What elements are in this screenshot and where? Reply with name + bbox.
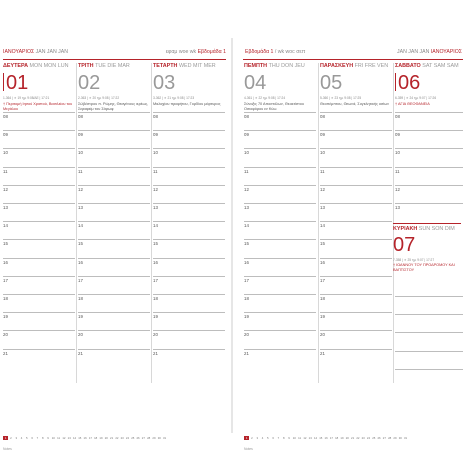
hour-label: 13 bbox=[320, 205, 325, 210]
day-column bbox=[153, 63, 226, 112]
mini-calendar-day[interactable]: 20 bbox=[345, 436, 349, 440]
mini-calendar-day[interactable]: 13 bbox=[308, 436, 312, 440]
hour-label: 14 bbox=[3, 223, 8, 229]
left-month-header bbox=[3, 49, 68, 59]
day-name-text: ΤΕΤΑΡΤΗ bbox=[153, 63, 178, 69]
day-name-alt: SUN SON DIM bbox=[418, 226, 455, 232]
sunday-meta: 7-358 | ☀ 25 ημ. 9:07 | 17:27 bbox=[393, 258, 435, 262]
date-number bbox=[78, 72, 151, 96]
hour-rule bbox=[78, 312, 150, 313]
hour-label: 16 bbox=[3, 259, 8, 265]
hour-rule bbox=[3, 130, 75, 131]
day-name bbox=[244, 63, 317, 69]
mini-calendar-day[interactable]: 18 bbox=[335, 436, 339, 440]
hour-label: 09 bbox=[78, 132, 83, 138]
mini-calendar-day[interactable]: 12 bbox=[303, 436, 307, 440]
hour-label: 11 bbox=[3, 168, 8, 174]
day-meta: 1-364 | ☀ 19 ημ. 9:08/ΔΕ | 17:21 bbox=[3, 96, 50, 100]
hour-rule bbox=[244, 203, 316, 204]
column-separator bbox=[318, 63, 319, 383]
hour-label: 09 bbox=[244, 132, 249, 138]
hour-label: 15 bbox=[3, 241, 8, 247]
mini-calendar-day[interactable]: 1 bbox=[4, 436, 7, 440]
hour-rule bbox=[78, 130, 150, 131]
mini-calendar-day[interactable]: 4 bbox=[20, 436, 23, 440]
hour-rule bbox=[244, 312, 316, 313]
day-meta: 2-363 | ☀ 20 ημ. 9:08 | 17:22 bbox=[78, 96, 120, 100]
hour-label: 20 bbox=[78, 332, 83, 338]
date-number-text: 04 bbox=[244, 72, 267, 94]
hour-label: 19 bbox=[244, 314, 249, 320]
week-alt: / wk woc σεπ bbox=[274, 49, 306, 55]
week-label: Εβδομάδα 1 bbox=[197, 49, 226, 55]
hour-label: 16 bbox=[153, 259, 158, 265]
hour-rule bbox=[153, 203, 225, 204]
mini-calendar-day[interactable]: 25 bbox=[131, 436, 135, 440]
day-name-alt: SAT SAM SAM bbox=[422, 63, 459, 69]
hour-rule bbox=[153, 239, 225, 240]
hour-label: 10 bbox=[78, 150, 83, 156]
hour-rule bbox=[153, 258, 225, 259]
hour-rule bbox=[244, 148, 316, 149]
mini-calendar-day[interactable]: 19 bbox=[340, 436, 344, 440]
sunday-date-number: 07 bbox=[393, 234, 416, 256]
sunday-rule-line bbox=[395, 369, 463, 370]
mini-calendar-day[interactable]: 17 bbox=[88, 436, 92, 440]
hour-rule bbox=[3, 185, 75, 186]
hour-label: 15 bbox=[244, 241, 249, 247]
hour-rule bbox=[3, 148, 75, 149]
header-rule bbox=[243, 59, 463, 60]
hour-rule bbox=[153, 185, 225, 186]
hour-rule bbox=[320, 349, 392, 350]
hour-rule bbox=[153, 276, 225, 277]
hour-rule bbox=[153, 330, 225, 331]
name-day-note: † Περιτομή Ιησού Χριστού, Βασιλείου του Μεγάλου bbox=[3, 102, 73, 111]
day-column bbox=[78, 63, 151, 112]
mini-calendar-day[interactable]: 11 bbox=[298, 436, 302, 440]
hour-label: 21 bbox=[3, 350, 8, 356]
mini-calendar-day[interactable]: 16 bbox=[83, 436, 87, 440]
hour-label: 21 bbox=[78, 350, 83, 356]
sunday-name-day-note: † ΙΩΑΝΝΟΥ ΤΟΥ ΠΡΟΔΡΟΜΟΥ ΚΑΙ ΒΑΠΤΙΣΤΟΥ bbox=[393, 263, 455, 272]
hour-rule bbox=[78, 349, 150, 350]
left-mini-calendar bbox=[3, 436, 167, 444]
hour-label: 18 bbox=[320, 296, 325, 301]
hour-rule bbox=[320, 130, 392, 131]
mini-calendar-day[interactable]: 30 bbox=[157, 436, 161, 440]
day-meta: 6-359 | ☀ 24 ημ. 9:07 | 17:26 bbox=[395, 96, 437, 100]
mini-calendar-day[interactable]: 13 bbox=[67, 436, 71, 440]
column-separator bbox=[76, 63, 77, 383]
hour-rule bbox=[3, 167, 75, 168]
hour-label: 17 bbox=[78, 277, 83, 283]
hour-rule bbox=[395, 203, 463, 204]
hour-rule bbox=[153, 312, 225, 313]
hour-rule bbox=[320, 312, 392, 313]
mini-calendar-day[interactable]: 2 bbox=[251, 436, 253, 440]
mini-calendar-day[interactable]: 4 bbox=[261, 436, 264, 440]
hour-label: 08 bbox=[78, 114, 83, 119]
hour-label: 18 bbox=[3, 296, 8, 301]
hour-label: 16 bbox=[320, 259, 325, 265]
right-month-header bbox=[397, 49, 462, 59]
date-accent-bar bbox=[395, 73, 396, 91]
mini-calendar-day[interactable]: 25 bbox=[372, 436, 376, 440]
hour-rule bbox=[244, 185, 316, 186]
hour-label: 20 bbox=[3, 332, 8, 338]
sunday-block bbox=[393, 223, 463, 273]
hour-label: 12 bbox=[78, 186, 83, 192]
mini-calendar-day[interactable]: 29 bbox=[393, 436, 397, 440]
hour-label: 08 bbox=[244, 114, 249, 119]
hour-label: 09 bbox=[153, 132, 158, 138]
hour-label: 09 bbox=[395, 132, 400, 138]
day-name-alt: WED MIT MER bbox=[178, 63, 216, 69]
hour-label: 09 bbox=[320, 132, 325, 138]
name-day-note: Θεοπέμπτου, Θεωνά, Συγκλητικής οσίων bbox=[320, 102, 390, 106]
hour-rule bbox=[78, 148, 150, 149]
name-day-note: Σύναξις 70 Αποστόλων, Θεοκτίστου Οσιοφόρου εν Κύω bbox=[244, 102, 304, 111]
hour-rule bbox=[3, 349, 75, 350]
hour-rule bbox=[78, 239, 150, 240]
hour-label: 10 bbox=[395, 150, 400, 156]
hour-rule bbox=[153, 294, 225, 295]
sunday-day-name bbox=[393, 226, 463, 232]
mini-calendar-day[interactable]: 5 bbox=[267, 436, 269, 440]
name-day-note: Σιλβέστρου π. Ρώμης, Θεαγένους ιερέως, Σεραφείμ του Σάρωφ bbox=[78, 102, 149, 111]
hour-label: 17 bbox=[3, 277, 8, 283]
date-number-text: 05 bbox=[320, 72, 343, 94]
hour-label: 19 bbox=[153, 314, 158, 320]
hour-rule bbox=[78, 294, 150, 295]
hour-rule bbox=[395, 148, 463, 149]
right-week-header bbox=[245, 49, 305, 59]
mini-calendar-day[interactable]: 22 bbox=[356, 436, 360, 440]
hour-label: 08 bbox=[320, 114, 325, 119]
hour-rule bbox=[244, 276, 316, 277]
mini-calendar-day[interactable]: 23 bbox=[361, 436, 365, 440]
day-name-alt: TUE DIE MAR bbox=[95, 63, 130, 69]
day-name bbox=[78, 63, 151, 69]
hour-rule bbox=[244, 221, 316, 222]
hour-rule bbox=[78, 167, 150, 168]
hour-rule bbox=[244, 130, 316, 131]
mini-calendar-day[interactable]: 29 bbox=[152, 436, 156, 440]
hour-rule bbox=[244, 167, 316, 168]
sunday-rule-line bbox=[395, 314, 463, 315]
mini-calendar-day[interactable]: 24 bbox=[366, 436, 371, 440]
hour-rule bbox=[3, 239, 75, 240]
hour-label: 20 bbox=[153, 332, 158, 338]
hour-label: 10 bbox=[320, 150, 325, 156]
right-mini-calendar bbox=[244, 436, 408, 444]
mini-calendar-day[interactable]: 28 bbox=[147, 436, 151, 440]
mini-calendar-day[interactable]: 26 bbox=[136, 436, 140, 440]
mini-calendar-day[interactable]: 31 bbox=[403, 436, 408, 440]
hour-rule bbox=[244, 349, 316, 350]
hour-label: 15 bbox=[320, 241, 325, 247]
hour-rule bbox=[244, 258, 316, 259]
day-meta: 3-362 | ☀ 21 ημ. 9:08 | 17:23 bbox=[153, 96, 195, 100]
name-day-note: † ΑΓΙΑ ΘΕΟΦΑΝΕΙΑ bbox=[395, 102, 430, 106]
mini-calendar-day[interactable]: 1 bbox=[245, 436, 248, 440]
sunday-rule-line bbox=[395, 332, 463, 333]
day-name-text: ΠΕΜΠΤΗ bbox=[244, 63, 268, 69]
mini-calendar-day[interactable]: 27 bbox=[141, 436, 145, 440]
hour-label: 08 bbox=[153, 114, 158, 119]
hour-label: 10 bbox=[153, 150, 158, 156]
mini-calendar-day[interactable]: 8 bbox=[41, 436, 44, 440]
name-day-note: Μαλαχίου προφήτου, Γορδίου μάρτυρος bbox=[153, 102, 221, 106]
day-name bbox=[395, 63, 465, 69]
mini-calendar-day[interactable]: 24 bbox=[125, 436, 130, 440]
hour-label: 11 bbox=[395, 168, 400, 174]
hour-rule bbox=[320, 148, 392, 149]
hour-rule bbox=[78, 203, 150, 204]
mini-calendar-day[interactable]: 6 bbox=[31, 436, 33, 440]
header-rule bbox=[3, 59, 226, 60]
hour-rule bbox=[320, 112, 392, 113]
mini-calendar-day[interactable]: 14 bbox=[72, 436, 77, 440]
hour-label: 21 bbox=[153, 350, 158, 356]
mini-calendar-day[interactable]: 21 bbox=[351, 436, 355, 440]
hour-label: 13 bbox=[244, 205, 249, 210]
day-name bbox=[3, 63, 76, 69]
hour-rule bbox=[3, 112, 75, 113]
date-number-text: 02 bbox=[78, 72, 101, 94]
hour-label: 21 bbox=[320, 350, 325, 356]
hour-label: 14 bbox=[244, 223, 249, 229]
day-name-text: ΚΥΡΙΑΚΗ bbox=[393, 226, 418, 232]
hour-label: 18 bbox=[153, 296, 158, 301]
mini-calendar-day[interactable]: 9 bbox=[288, 436, 290, 440]
hour-label: 10 bbox=[3, 150, 8, 156]
hour-label: 19 bbox=[3, 314, 8, 320]
hour-label: 18 bbox=[244, 296, 249, 301]
hour-rule bbox=[244, 112, 316, 113]
mini-calendar-day[interactable]: 27 bbox=[382, 436, 386, 440]
left-footer: Notes bbox=[3, 447, 12, 451]
hour-rule bbox=[78, 221, 150, 222]
mini-calendar-day[interactable]: 26 bbox=[377, 436, 381, 440]
hour-rule bbox=[78, 185, 150, 186]
hour-label: 11 bbox=[320, 168, 325, 174]
day-column bbox=[320, 63, 393, 112]
day-name bbox=[320, 63, 393, 69]
mini-calendar-day[interactable]: 2 bbox=[10, 436, 12, 440]
hour-rule bbox=[320, 203, 392, 204]
date-number-text: 03 bbox=[153, 72, 176, 94]
hour-rule bbox=[320, 167, 392, 168]
date-number bbox=[320, 72, 393, 96]
hour-rule bbox=[395, 112, 463, 113]
mini-calendar-day[interactable]: 3 bbox=[256, 436, 259, 440]
hour-label: 19 bbox=[78, 314, 83, 320]
hour-rule bbox=[153, 221, 225, 222]
hour-rule bbox=[3, 294, 75, 295]
date-number-text: 01 bbox=[6, 72, 29, 94]
date-number-text: 06 bbox=[398, 72, 421, 94]
day-name-alt: FRI FRE VEN bbox=[354, 63, 389, 69]
day-name-text: ΔΕΥΤΕΡΑ bbox=[3, 63, 29, 69]
mini-calendar-day[interactable]: 16 bbox=[324, 436, 328, 440]
hour-label: 19 bbox=[320, 314, 325, 320]
hour-label: 11 bbox=[78, 168, 83, 174]
hour-label: 10 bbox=[244, 150, 249, 156]
day-name-text: ΣΑΒΒΑΤΟ bbox=[395, 63, 421, 69]
hour-rule bbox=[244, 294, 316, 295]
day-name-alt: MON MON LUN bbox=[29, 63, 69, 69]
hour-rule bbox=[320, 258, 392, 259]
mini-calendar-day[interactable]: 11 bbox=[57, 436, 61, 440]
left-week-header bbox=[166, 49, 226, 59]
hour-label: 12 bbox=[153, 186, 158, 192]
hour-rule bbox=[320, 330, 392, 331]
hour-label: 08 bbox=[395, 114, 400, 119]
date-number bbox=[395, 72, 465, 96]
hour-label: 12 bbox=[395, 186, 400, 192]
mini-calendar-day[interactable]: 20 bbox=[104, 436, 108, 440]
hour-label: 20 bbox=[320, 332, 325, 338]
hour-rule bbox=[153, 130, 225, 131]
hour-label: 13 bbox=[395, 205, 400, 210]
hour-label: 17 bbox=[153, 277, 158, 283]
hour-rule bbox=[153, 349, 225, 350]
column-separator bbox=[151, 63, 152, 383]
hour-label: 13 bbox=[78, 205, 83, 210]
hour-label: 14 bbox=[320, 223, 325, 229]
hour-rule bbox=[320, 239, 392, 240]
day-meta: 5-360 | ☀ 23 ημ. 9:08 | 17:25 bbox=[320, 96, 362, 100]
mini-calendar-day[interactable]: 19 bbox=[99, 436, 103, 440]
hour-label: 20 bbox=[244, 332, 249, 338]
hour-rule bbox=[320, 294, 392, 295]
hour-rule bbox=[78, 258, 150, 259]
mini-calendar-day[interactable]: 7 bbox=[277, 436, 280, 440]
date-number bbox=[244, 72, 317, 96]
month-name-alt: JAN JAN JAN bbox=[397, 49, 430, 55]
month-name-alt: JAN JAN JAN bbox=[35, 49, 68, 55]
mini-calendar-day[interactable]: 15 bbox=[319, 436, 323, 440]
hour-rule bbox=[244, 239, 316, 240]
date-accent-bar bbox=[3, 73, 4, 91]
hour-label: 16 bbox=[244, 259, 249, 265]
mini-calendar-day[interactable]: 30 bbox=[398, 436, 402, 440]
hour-label: 13 bbox=[3, 205, 8, 210]
mini-calendar-day[interactable]: 10 bbox=[51, 436, 55, 440]
mini-calendar-day[interactable]: 12 bbox=[62, 436, 66, 440]
mini-calendar-day[interactable]: 22 bbox=[115, 436, 119, 440]
hour-label: 08 bbox=[3, 114, 8, 119]
hour-label: 11 bbox=[244, 168, 249, 174]
mini-calendar-day[interactable]: 3 bbox=[15, 436, 18, 440]
sunday-rule bbox=[393, 223, 461, 224]
hour-rule bbox=[244, 330, 316, 331]
week-label: Εβδομάδα 1 bbox=[245, 49, 274, 55]
hour-rule bbox=[395, 130, 463, 131]
mini-calendar-day[interactable]: 15 bbox=[78, 436, 82, 440]
mini-calendar-day[interactable]: 9 bbox=[47, 436, 49, 440]
hour-label: 14 bbox=[153, 223, 158, 229]
day-name bbox=[153, 63, 226, 69]
mini-calendar-day[interactable]: 8 bbox=[282, 436, 285, 440]
mini-calendar-day[interactable]: 10 bbox=[292, 436, 296, 440]
date-number bbox=[3, 72, 76, 96]
mini-calendar-day[interactable]: 6 bbox=[272, 436, 274, 440]
day-meta: 4-361 | ☀ 22 ημ. 9:08 | 17:24 bbox=[244, 96, 286, 100]
hour-rule bbox=[395, 167, 463, 168]
hour-label: 15 bbox=[78, 241, 83, 247]
hour-rule bbox=[153, 148, 225, 149]
day-column bbox=[395, 63, 465, 112]
day-column bbox=[244, 63, 317, 112]
date-number bbox=[153, 72, 226, 96]
hour-rule bbox=[3, 330, 75, 331]
hour-rule bbox=[320, 221, 392, 222]
sunday-rule-line bbox=[395, 296, 463, 297]
hour-rule bbox=[153, 112, 225, 113]
hour-label: 17 bbox=[320, 277, 325, 283]
hour-rule bbox=[3, 258, 75, 259]
hour-label: 17 bbox=[244, 277, 249, 283]
book-spine bbox=[231, 38, 233, 433]
hour-label: 14 bbox=[78, 223, 83, 229]
mini-calendar-day[interactable]: 5 bbox=[26, 436, 28, 440]
hour-rule bbox=[320, 185, 392, 186]
week-alt: εφαμ woe wk bbox=[165, 49, 197, 55]
hour-label: 12 bbox=[320, 186, 325, 192]
month-name: ΙΑΝΟΥΑΡΙΟΣ bbox=[3, 49, 35, 55]
hour-label: 12 bbox=[244, 186, 249, 192]
hour-label: 16 bbox=[78, 259, 83, 265]
hour-rule bbox=[3, 203, 75, 204]
hour-label: 12 bbox=[3, 186, 8, 192]
hour-rule bbox=[3, 221, 75, 222]
day-name-text: ΠΑΡΑΣΚΕΥΗ bbox=[320, 63, 354, 69]
day-name-text: ΤΡΙΤΗ bbox=[78, 63, 94, 69]
day-column bbox=[3, 63, 76, 112]
hour-rule bbox=[78, 112, 150, 113]
hour-rule bbox=[3, 312, 75, 313]
mini-calendar-day[interactable]: 18 bbox=[94, 436, 98, 440]
day-name-alt: THU DON JEU bbox=[268, 63, 305, 69]
hour-rule bbox=[78, 330, 150, 331]
hour-rule bbox=[3, 276, 75, 277]
month-name: ΙΑΝΟΥΑΡΙΟΣ bbox=[430, 49, 462, 55]
hour-label: 09 bbox=[3, 132, 8, 138]
hour-label: 18 bbox=[78, 296, 83, 301]
hour-rule bbox=[78, 276, 150, 277]
hour-label: 11 bbox=[153, 168, 158, 174]
mini-calendar-day[interactable]: 28 bbox=[388, 436, 392, 440]
right-footer: Notes bbox=[244, 447, 253, 451]
mini-calendar-day[interactable]: 14 bbox=[313, 436, 318, 440]
hour-label: 21 bbox=[244, 350, 249, 356]
hour-label: 13 bbox=[153, 205, 158, 210]
mini-calendar-day[interactable]: 21 bbox=[110, 436, 114, 440]
hour-rule bbox=[395, 185, 463, 186]
hour-rule bbox=[153, 167, 225, 168]
hour-rule bbox=[320, 276, 392, 277]
mini-calendar-day[interactable]: 31 bbox=[162, 436, 167, 440]
sunday-rule-line bbox=[395, 351, 463, 352]
mini-calendar-day[interactable]: 17 bbox=[329, 436, 333, 440]
hour-label: 15 bbox=[153, 241, 158, 247]
mini-calendar-day[interactable]: 23 bbox=[120, 436, 124, 440]
mini-calendar-day[interactable]: 7 bbox=[36, 436, 39, 440]
